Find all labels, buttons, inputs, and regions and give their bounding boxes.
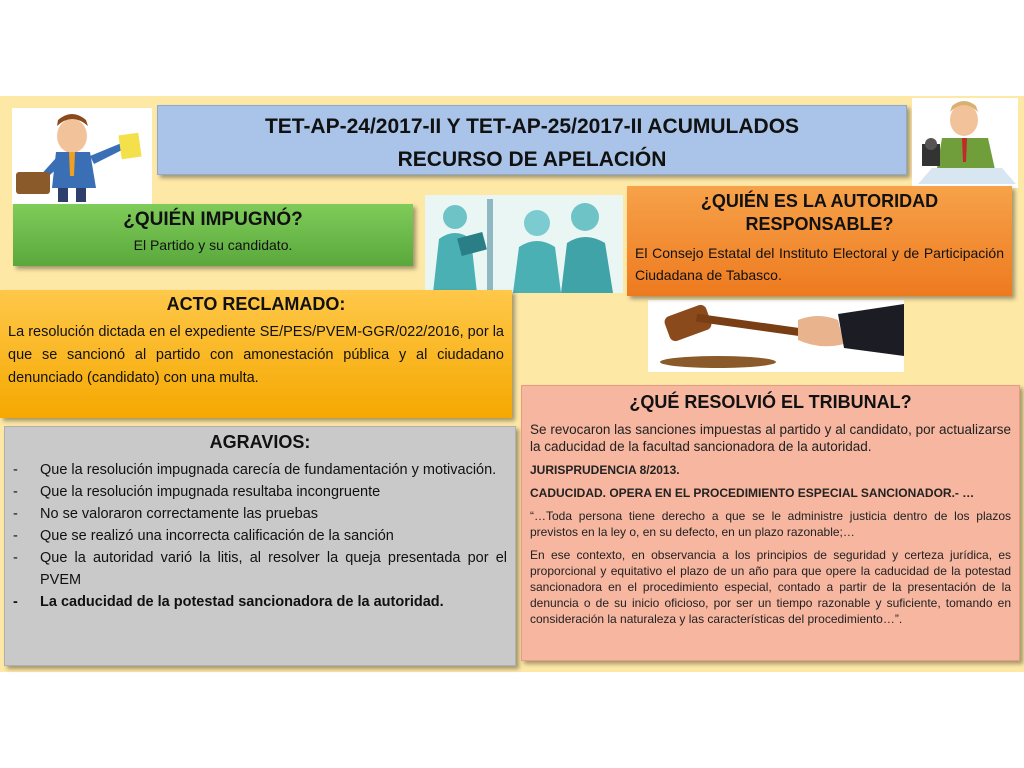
jurisprudence-quote: “…Toda persona tiene derecho a que se le administre justicia dentro de los plazos previstos en la ley o, en su defecto, en un plazo razonable;… bbox=[530, 509, 1011, 539]
resolution-intro: Se revocaron las sanciones impuestas al partido y al candidato, por actualizarse la caducidad de la facultad sancionadora de la autoridad. bbox=[530, 422, 1011, 454]
jurisprudence-reference: JURISPRUDENCIA 8/2013. bbox=[530, 463, 680, 477]
grievance-item: - Que la autoridad varió la litis, al resolver la queja presentada por el PVEM bbox=[13, 547, 507, 591]
who-appealed-heading: ¿QUIÉN IMPUGNÓ? bbox=[123, 209, 303, 230]
case-number-title: TET-AP-24/2017-II Y TET-AP-25/2017-II ACUMULADOS bbox=[264, 115, 800, 138]
grievances-box bbox=[4, 426, 516, 666]
responsible-authority-text: El Consejo Estatal del Instituto Electoral y de Participación Ciudadana de Tabasco. bbox=[635, 245, 1004, 283]
responsible-authority-heading bbox=[627, 186, 1012, 236]
grievance-item: - Que se realizó una incorrecta calificación de la sanción bbox=[13, 525, 507, 547]
tribunal-resolution-body bbox=[530, 421, 1011, 627]
jurisprudence-heading: CADUCIDAD. OPERA EN EL PROCEDIMIENTO ESPECIAL SANCIONADOR.- … bbox=[530, 486, 975, 500]
tribunal-resolution-box bbox=[521, 385, 1020, 661]
judge-gavel-icon bbox=[648, 300, 904, 372]
who-appealed-box bbox=[13, 204, 413, 266]
appeal-subtitle: RECURSO DE APELACIÓN bbox=[397, 148, 667, 171]
who-appealed-text: El Partido y su candidato. bbox=[133, 237, 293, 253]
grievance-item: - No se valoraron correctamente las pruebas bbox=[13, 503, 507, 525]
claimed-act-box bbox=[0, 290, 512, 418]
grievances-heading: AGRAVIOS: bbox=[209, 432, 311, 452]
grievance-item: - Que la resolución impugnada resultaba incongruente bbox=[13, 481, 507, 503]
responsible-authority-heading-line1: ¿QUIÉN ES LA AUTORIDAD bbox=[700, 191, 939, 211]
people-discussing-icon bbox=[425, 195, 623, 293]
tribunal-resolution-heading: ¿QUÉ RESOLVIÓ EL TRIBUNAL? bbox=[629, 392, 912, 412]
grievance-item: - Que la resolución impugnada carecía de fundamentación y motivación. bbox=[13, 459, 507, 481]
header-title-box bbox=[157, 105, 907, 175]
claimed-act-text: La resolución dictada en el expediente SE/PES/PVEM-GGR/022/2016, por la que se sancionó al partido con amonestación pública y al ciudadano denunciado (candidato) con una multa. bbox=[8, 324, 504, 386]
responsible-authority-heading-line2: RESPONSABLE? bbox=[745, 214, 894, 234]
grievance-item-highlighted: - La caducidad de la potestad sancionadora de la autoridad. bbox=[13, 591, 507, 613]
grievances-list bbox=[13, 459, 507, 613]
jurisprudence-context: En ese contexto, en observancia a los principios de seguridad y certeza jurídica, es proporcional y equitativo el plazo de un año para que opere la caducidad de la potestad sancionadora en el procedimiento especial, contado a partir de la presentación de la denuncia o de su inicio oficioso, por ser un tiempo razonable y suficiente, tomando en consideración la naturaleza y las características del procedimiento…”. bbox=[530, 548, 1011, 626]
man-stamping-document-icon bbox=[912, 98, 1018, 188]
claimed-act-heading: ACTO RECLAMADO: bbox=[166, 294, 346, 314]
man-with-briefcase-icon bbox=[12, 108, 152, 204]
responsible-authority-box bbox=[627, 186, 1012, 296]
